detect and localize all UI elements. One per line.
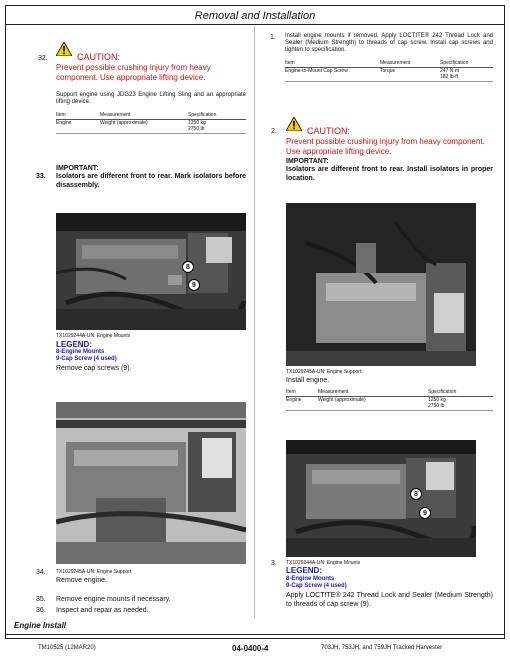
caution-label: CAUTION: xyxy=(307,126,351,136)
step-3-number: 3. xyxy=(271,560,277,567)
figure-caption: TX1029245A-UN: Engine Support xyxy=(56,569,132,575)
footer-doc-id: TM10525 (12MAR20) xyxy=(38,645,96,651)
table-header: Specification xyxy=(428,389,493,397)
caution-label: CAUTION: xyxy=(77,52,121,62)
table-cell: 182 lb-ft xyxy=(440,74,459,80)
important-label: IMPORTANT: xyxy=(56,165,99,172)
legend-title: LEGEND: xyxy=(56,340,92,349)
important-label: IMPORTANT: xyxy=(286,158,329,165)
step-33-number: 33. xyxy=(36,173,46,180)
table-cell: Torque xyxy=(380,68,440,82)
step-33-text: Isolators are different front to rear. Mark isolators before disassembly. xyxy=(56,173,246,189)
step-3-text: Apply LOCTITE® 242 Thread Lock and Sealer (Medium Strength) to threads of cap screw (9). xyxy=(286,592,493,608)
table-header: Item xyxy=(285,60,380,68)
table-cell: 1250 kg xyxy=(188,120,206,126)
table-cell: Weight (approximate) xyxy=(318,397,428,411)
support-engine-text: Support engine using JDG23 Engine Lifting Sling and an appropriate lifting device. xyxy=(56,92,246,105)
step-1-number: 1. xyxy=(270,34,276,41)
caution-text: Prevent possible crushing injury from heavy component. Use appropriate lifting device. xyxy=(286,137,485,156)
table-cell: Weight (approximate) xyxy=(100,120,188,134)
table-header: Specification xyxy=(440,60,493,68)
engine-mounts-photo xyxy=(286,440,476,557)
table-header: Specification xyxy=(188,112,246,120)
table-cell: 247 N·m xyxy=(440,68,460,74)
caution-text: Prevent possible crushing injury from heavy component. Use appropriate lifting device. xyxy=(56,63,211,82)
legend-item: 9-Cap Screw (4 used) xyxy=(286,583,347,589)
table-cell: Engine-to-Mount Cap Screw xyxy=(285,68,380,82)
legend-item: 9-Cap Screw (4 used) xyxy=(56,356,117,362)
section-title: Engine Install xyxy=(14,621,67,630)
install-engine-text: Install engine. xyxy=(286,377,330,384)
step-35-number: 35. xyxy=(36,596,46,603)
warning-triangle-icon xyxy=(56,42,72,56)
warning-triangle-icon xyxy=(286,117,302,131)
figure-caption: TX1029244A-UN: Engine Mounts xyxy=(286,560,361,566)
legend-item: 8-Engine Mounts xyxy=(56,349,105,355)
table-header: Measurement xyxy=(380,60,440,68)
footer-rule xyxy=(6,634,504,635)
table-cell: 2750 lb xyxy=(428,403,445,409)
remove-cap-screws-text: Remove cap screws (9). xyxy=(56,365,132,372)
spec-table-engine-weight xyxy=(286,389,493,411)
step-1-text: Install engine mounts if removed. Apply LOCTITE® 242 Thread Lock and Sealer (Medium Strength) to threads of cap screw. Install cap screws and tighten to specification. xyxy=(285,33,493,53)
engine-mounts-photo xyxy=(56,213,246,330)
step-36-text: Inspect and repair as needed. xyxy=(56,607,149,614)
table-header: Item xyxy=(286,389,318,397)
table-cell: 1250 kg xyxy=(428,397,446,403)
step-36-number: 36. xyxy=(36,607,46,614)
column-divider xyxy=(254,26,255,618)
legend-item: 8-Engine Mounts xyxy=(286,576,335,582)
spec-table-engine-weight xyxy=(56,112,246,134)
callout-8: 8 xyxy=(182,261,194,273)
table-cell: Engine xyxy=(56,120,100,134)
table-header: Measurement xyxy=(318,389,428,397)
footer-models: 703JH, 753JH, and 759JH Tracked Harvester xyxy=(321,645,443,651)
title-rule xyxy=(6,24,504,25)
engine-support-photo xyxy=(286,203,476,366)
callout-8: 8 xyxy=(410,488,422,500)
table-cell: 2750 lb xyxy=(188,126,205,132)
step-2-number: 2. xyxy=(271,128,277,135)
callout-9: 9 xyxy=(419,507,431,519)
step-34-number: 34. xyxy=(36,569,46,576)
spec-table-torque xyxy=(285,60,493,82)
figure-caption: TX1029245A-UN: Engine Support xyxy=(286,369,362,375)
figure-caption: TX1029244A-UN: Engine Mounts xyxy=(56,333,131,339)
table-cell: Engine xyxy=(286,397,318,411)
step-32-number: 32. xyxy=(38,55,48,62)
remove-engine-text: Remove engine. xyxy=(56,577,107,584)
table-header: Item xyxy=(56,112,100,120)
page-title: Removal and Installation xyxy=(194,10,316,22)
step-35-text: Remove engine mounts if necessary. xyxy=(56,596,171,603)
footer-page-number: 04-0400-4 xyxy=(232,644,269,653)
callout-9: 9 xyxy=(188,279,200,291)
important-text: Isolators are different front to rear. Install isolators in proper location. xyxy=(286,166,493,182)
legend-title: LEGEND: xyxy=(286,566,322,575)
engine-support-photo xyxy=(56,402,246,564)
table-header: Measurement xyxy=(100,112,188,120)
